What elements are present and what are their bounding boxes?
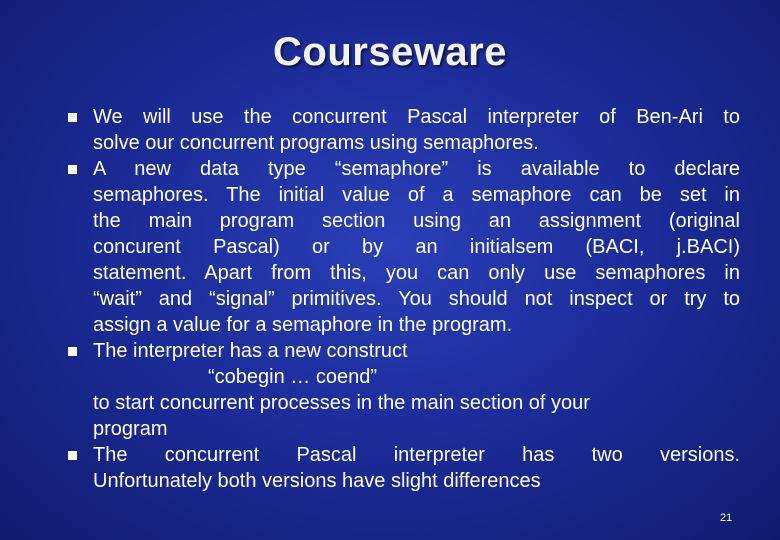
bullet-square-icon xyxy=(68,347,77,356)
bullet-text-line: statement. Apart from this, you can only use semaphores in xyxy=(93,262,740,284)
bullet-item xyxy=(93,338,740,442)
bullet-text-line: concurent Pascal) or by an initialsem (BACI, j.BACI) xyxy=(93,236,740,258)
bullet-list xyxy=(93,104,740,494)
bullet-text-line: Unfortunately both versions have slight differences xyxy=(93,470,541,492)
bullet-square-icon xyxy=(68,113,77,122)
connector-text: and xyxy=(141,288,210,310)
keyword-signal: “signal” xyxy=(209,288,275,310)
slide-title: Courseware xyxy=(273,30,507,74)
bullet-text-line: program xyxy=(93,418,168,440)
bullet-text-line: The interpreter has a new construct xyxy=(93,340,408,362)
bullet-text-line: A new data type “semaphore” is available to declare xyxy=(93,158,740,180)
bullet-text-line: to start concurrent processes in the main section of your xyxy=(93,392,590,414)
bullet-text-line xyxy=(93,286,740,312)
page-number: 21 xyxy=(720,512,733,524)
bullet-item xyxy=(93,442,740,494)
bullet-text-line: assign a value for a semaphore in the program. xyxy=(93,314,513,336)
bullet-text-line: semaphores. The initial value of a semaphore can be set in xyxy=(93,184,740,206)
code-construct: “cobegin … coend” xyxy=(208,366,377,388)
bullet-item xyxy=(93,104,740,156)
bullet-text-line: the main program section using an assignment (original xyxy=(93,210,740,232)
bullet-text-line: The concurrent Pascal interpreter has two versions. xyxy=(93,444,740,466)
rest-text: primitives. You should not inspect or try to xyxy=(274,288,741,310)
bullet-text-line: solve our concurrent programs using semaphores. xyxy=(93,132,539,154)
bullet-item xyxy=(93,156,740,338)
bullet-square-icon xyxy=(68,451,77,460)
keyword-wait: “wait” xyxy=(93,288,142,310)
bullet-square-icon xyxy=(68,165,77,174)
bullet-text-line: We will use the concurrent Pascal interpreter of Ben-Ari to xyxy=(93,106,740,128)
